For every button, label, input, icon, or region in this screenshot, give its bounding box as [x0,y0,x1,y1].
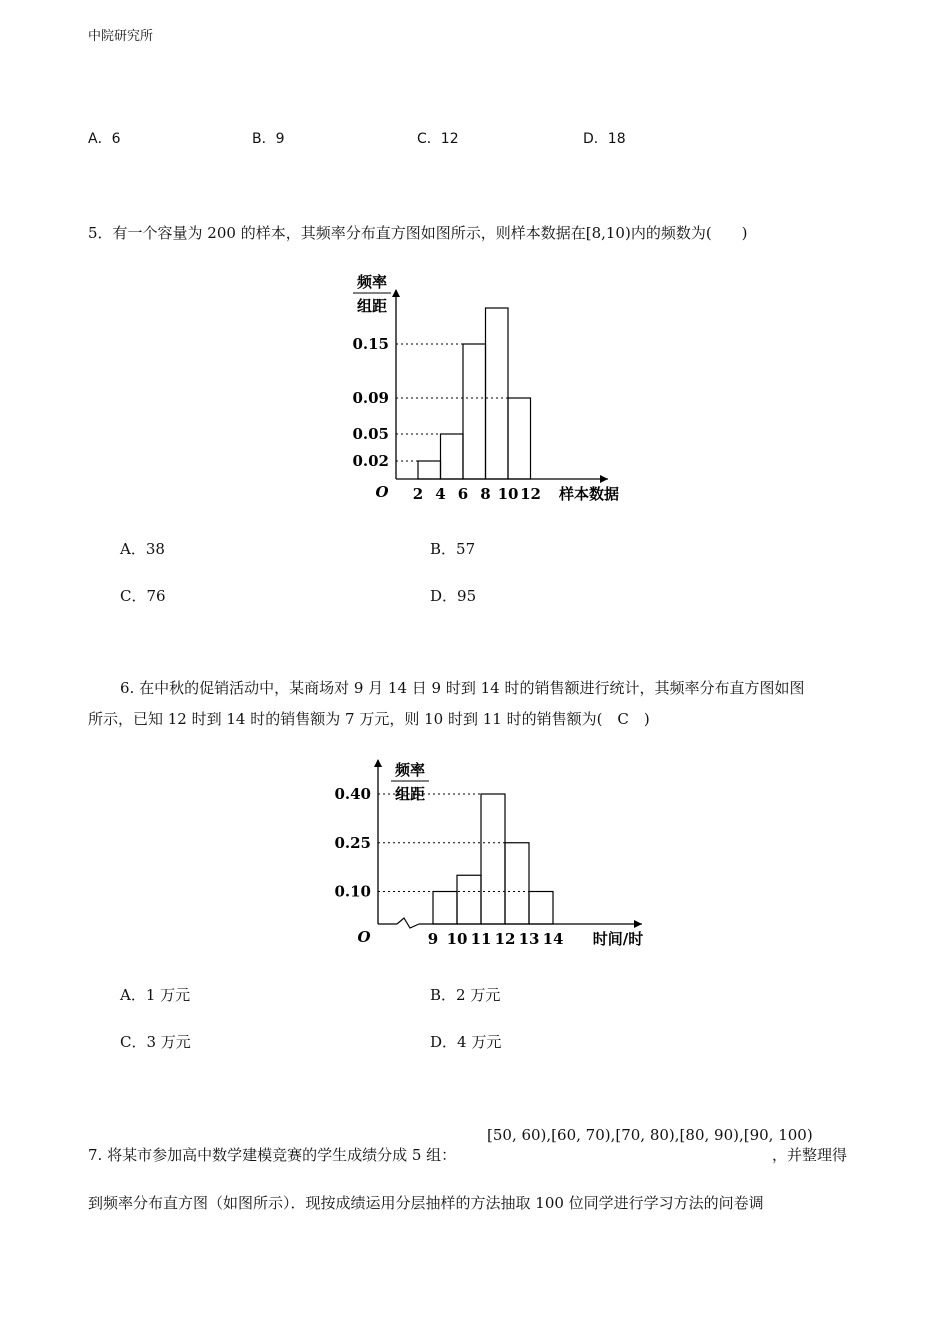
q5-xtick-1: 2 [412,485,424,503]
q6-xtick-4: 12 [494,930,516,948]
q5-x-arrow [600,475,608,483]
q6-xtick-6: 14 [542,930,564,948]
q6-axis-break [397,918,419,928]
q5-ytick-3: 0.05 [352,425,389,443]
q5-bar-5 [508,398,531,479]
q5-ytick-4: 0.02 [352,452,389,470]
q6-bar-5 [529,892,553,925]
q7-intervals: [50, 60),[60, 70),[70, 80),[80, 90),[90, 100) [487,1126,813,1144]
q6-xtick-2: 10 [446,930,468,948]
q5-bar-2 [441,434,464,479]
q6-option-d[interactable]: D．4 万元 [430,1033,502,1051]
q6-ylabel-top: 频率 [394,761,426,779]
q5-ylabel-bottom: 组距 [356,297,388,315]
q5-chart-group [352,273,619,503]
q5-option-b[interactable]: B．57 [430,540,476,558]
q5-option-d[interactable]: D．95 [430,587,477,605]
q4-option-d[interactable]: D．18 [583,131,626,147]
q4-option-a[interactable]: A．6 [88,131,121,147]
q5-histogram [340,268,640,513]
q6-bar-1 [433,892,457,925]
q4-option-c[interactable]: C．12 [417,131,459,147]
q5-y-arrow [392,289,400,297]
q7-stem-line2: 到频率分布直方图（如图所示）．现按成绩运用分层抽样的方法抽取 100 位同学进行学习方法的问卷调 [88,1194,764,1212]
q6-option-b[interactable]: B．2 万元 [430,986,501,1004]
q7-stem-start: 7. 将某市参加高中数学建模竞赛的学生成绩分成 5 组： [88,1146,457,1164]
header-org: 中院研究所 [88,29,154,44]
q6-xtick-3: 11 [470,930,492,948]
q5-ylabel-top: 频率 [356,273,388,291]
q6-xlabel: 时间/时 [592,930,644,948]
q4-option-b[interactable]: B．9 [252,131,285,147]
q6-histogram [334,752,660,957]
q6-x-arrow [634,920,642,928]
q6-y-arrow [374,759,382,767]
q6-ytick-3: 0.10 [334,882,371,901]
q6-bar-4 [505,843,529,924]
q6-chart-group [334,759,643,948]
q5-option-c[interactable]: C．76 [120,587,166,605]
q6-stem-line1: 6. 在中秋的促销活动中，某商场对 9 月 14 日 9 时到 14 时的销售额进行统计，其频率分布直方图如图 [120,679,805,697]
q5-bar-4 [486,308,509,479]
q6-option-a[interactable]: A．1 万元 [120,986,191,1004]
q5-xtick-2: 4 [435,485,446,503]
q5-origin-label: O [375,483,389,501]
q6-origin-label: O [357,928,371,946]
q5-ytick-2: 0.09 [352,389,389,407]
q5-xlabel: 样本数据 [558,485,620,503]
q5-xtick-4: 8 [480,485,491,503]
q6-bar-3 [481,794,505,924]
q5-xtick-6: 12 [520,485,541,503]
q6-xtick-1: 9 [427,930,439,948]
q5-ytick-1: 0.15 [352,335,389,353]
q6-ytick-1: 0.40 [334,785,371,803]
q6-option-c[interactable]: C．3 万元 [120,1033,191,1051]
q5-bar-3 [463,344,486,479]
q7-stem-end: ，并整理得 [772,1146,848,1164]
q6-ylabel-bottom: 组距 [394,785,426,803]
q5-xtick-5: 10 [497,485,519,503]
q6-stem-line2: 所示，已知 12 时到 14 时的销售额为 7 万元，则 10 时到 11 时的销售额为( C ) [88,710,650,728]
q5-option-a[interactable]: A．38 [120,540,165,558]
q5-bar-1 [418,461,441,479]
q6-xtick-5: 13 [518,930,540,948]
q5-xtick-3: 6 [457,485,469,503]
q6-bar-2 [457,875,481,924]
q5-stem: 5．有一个容量为 200 的样本，其频率分布直方图如图所示，则样本数据在[8,10)内的频数为( ) [88,224,748,242]
q6-ytick-2: 0.25 [334,833,371,852]
